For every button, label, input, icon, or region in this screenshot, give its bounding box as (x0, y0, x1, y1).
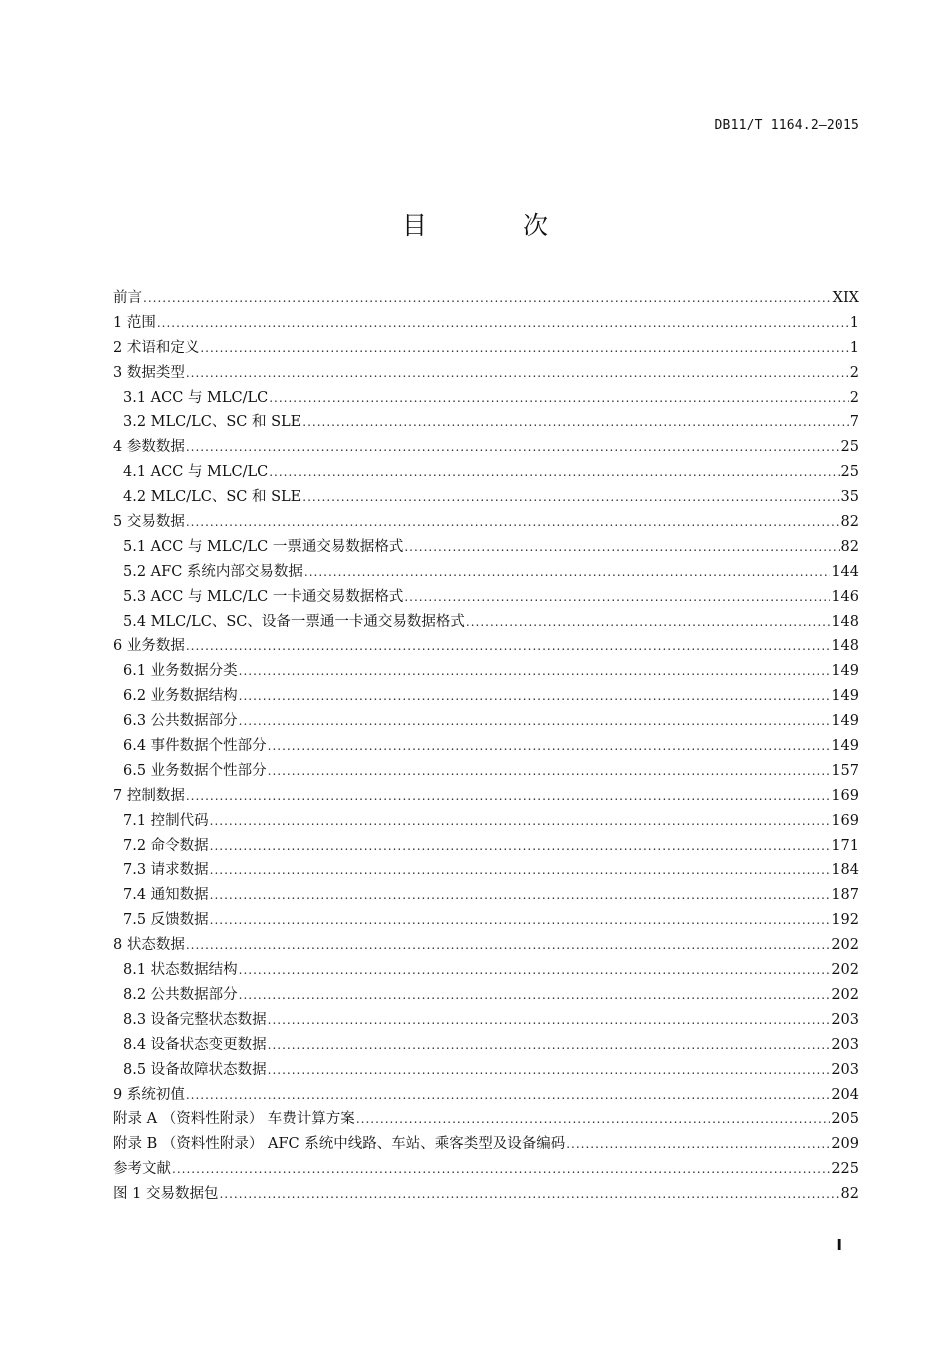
toc-entry[interactable] (113, 1134, 859, 1159)
standard-code: DB11/T 1164.2—2015 (714, 118, 859, 133)
toc-dot-leader (268, 761, 831, 781)
toc-entry-page: 25 (840, 464, 859, 481)
toc-entry-label: 8.2 公共数据部分 (123, 986, 238, 1003)
toc-entry[interactable] (113, 363, 859, 388)
toc-dot-leader (186, 786, 830, 806)
toc-entry-page: 149 (831, 713, 859, 730)
toc-entry[interactable] (113, 1085, 859, 1110)
toc-entry-page: 82 (840, 1186, 859, 1203)
toc-entry-page: 2 (849, 364, 859, 381)
toc-entry-label: 6.5 业务数据个性部分 (123, 762, 267, 779)
toc-entry-page: 209 (831, 1136, 859, 1153)
toc-entry-page: 204 (831, 1086, 859, 1103)
toc-entry[interactable] (113, 935, 859, 960)
toc-entry[interactable] (113, 711, 859, 736)
toc-dot-leader (269, 462, 839, 482)
toc-entry-page: 144 (831, 563, 859, 580)
toc-dot-leader (186, 363, 849, 383)
toc-entry[interactable] (113, 462, 859, 487)
toc-entry-page: 7 (849, 414, 859, 431)
toc-entry-label: 3.2 MLC/LC、SC 和 SLE (123, 414, 302, 431)
toc-entry-label: 参考文献 (113, 1161, 171, 1178)
toc-entry-label: 附录 A （资料性附录） 车费计算方案 (113, 1111, 355, 1128)
toc-entry[interactable] (113, 786, 859, 811)
toc-dot-leader (239, 960, 831, 980)
toc-entry[interactable] (113, 487, 859, 512)
toc-dot-leader (269, 388, 849, 408)
toc-entry-label: 8 状态数据 (113, 937, 185, 954)
toc-dot-leader (186, 636, 830, 656)
toc-entry-page: 148 (831, 613, 859, 630)
toc-dot-leader (302, 487, 839, 507)
toc-entry-page: 203 (831, 1061, 859, 1078)
toc-dot-leader (302, 412, 849, 432)
toc-entry[interactable] (113, 1060, 859, 1085)
toc-entry[interactable] (113, 636, 859, 661)
toc-entry[interactable] (113, 288, 859, 313)
toc-dot-leader (186, 935, 830, 955)
toc-dot-leader (210, 910, 831, 930)
toc-entry-label: 8.1 状态数据结构 (123, 962, 238, 979)
toc-entry[interactable] (113, 562, 859, 587)
toc-entry-label: 5.1 ACC 与 MLC/LC 一票通交易数据格式 (123, 538, 404, 555)
toc-entry-label: 7.1 控制代码 (123, 812, 209, 829)
toc-entry-label: 7.4 通知数据 (123, 887, 209, 904)
toc-dot-leader (268, 1010, 831, 1030)
toc-entry-page: 149 (831, 688, 859, 705)
toc-entry-label: 8.3 设备完整状态数据 (123, 1011, 267, 1028)
toc-entry-page: 149 (831, 738, 859, 755)
toc-entry-label: 6.1 业务数据分类 (123, 663, 238, 680)
toc-entry-label: 6 业务数据 (113, 638, 185, 655)
toc-entry[interactable] (113, 1109, 859, 1134)
toc-entry[interactable] (113, 960, 859, 985)
toc-entry-page: 202 (831, 986, 859, 1003)
toc-entry-page: 184 (831, 862, 859, 879)
toc-entry-page: 1 (849, 314, 859, 331)
toc-entry-label: 8.4 设备状态变更数据 (123, 1036, 267, 1053)
toc-dot-leader (356, 1109, 831, 1129)
toc-entry-page: 1 (849, 339, 859, 356)
toc-entry-page: 169 (831, 812, 859, 829)
toc-entry-page: 203 (831, 1036, 859, 1053)
toc-entry-label: 7 控制数据 (113, 787, 185, 804)
toc-entry-page: 202 (831, 937, 859, 954)
toc-entry[interactable] (113, 612, 859, 637)
toc-entry[interactable] (113, 313, 859, 338)
toc-dot-leader (219, 1184, 839, 1204)
toc-dot-leader (268, 736, 831, 756)
toc-dot-leader (239, 985, 831, 1005)
toc-entry[interactable] (113, 985, 859, 1010)
toc-entry-page: 203 (831, 1011, 859, 1028)
toc-entry-page: 202 (831, 962, 859, 979)
toc-entry[interactable] (113, 338, 859, 363)
toc-entry[interactable] (113, 860, 859, 885)
toc-entry[interactable] (113, 761, 859, 786)
toc-dot-leader (239, 711, 831, 731)
toc-dot-leader (268, 1035, 831, 1055)
toc-dot-leader (268, 1060, 831, 1080)
toc-entry-page: 157 (831, 762, 859, 779)
toc-dot-leader (186, 512, 840, 532)
toc-entry-label: 5 交易数据 (113, 514, 185, 531)
toc-dot-leader (239, 686, 831, 706)
toc-entry[interactable] (113, 836, 859, 861)
toc-entry-page: 225 (831, 1161, 859, 1178)
toc-dot-leader (186, 437, 840, 457)
toc-entry-page: 82 (840, 514, 859, 531)
toc-entry-label: 图 1 交易数据包 (113, 1186, 219, 1203)
toc-entry[interactable] (113, 1184, 859, 1209)
toc-entry-label: 3.1 ACC 与 MLC/LC (123, 389, 269, 406)
toc-entry-label: 4.1 ACC 与 MLC/LC (123, 464, 269, 481)
toc-entry-label: 前言 (113, 290, 142, 306)
toc-entry-page: XIX (832, 290, 859, 306)
toc-entry-label: 8.5 设备故障状态数据 (123, 1061, 267, 1078)
toc-entry-page: 205 (831, 1111, 859, 1128)
toc-entry[interactable] (113, 537, 859, 562)
toc-dot-leader (210, 811, 831, 831)
toc-dot-leader (143, 288, 832, 308)
toc-entry[interactable] (113, 1159, 859, 1184)
toc-entry-page: 2 (849, 389, 859, 406)
page-number: I (836, 1236, 842, 1254)
toc-entry-label: 3 数据类型 (113, 364, 185, 381)
toc-dot-leader (239, 661, 831, 681)
toc-dot-leader (210, 836, 831, 856)
toc-entry[interactable] (113, 587, 859, 612)
toc-entry-page: 148 (831, 638, 859, 655)
toc-dot-leader (210, 860, 831, 880)
toc-entry-label: 7.5 反馈数据 (123, 912, 209, 929)
toc-entry[interactable] (113, 811, 859, 836)
toc-entry[interactable] (113, 686, 859, 711)
toc-dot-leader (404, 537, 839, 557)
toc-dot-leader (404, 587, 830, 607)
toc-entry-page: 149 (831, 663, 859, 680)
toc-entry-page: 82 (840, 538, 859, 555)
toc-dot-leader (466, 612, 830, 632)
toc-entry-label: 5.2 AFC 系统内部交易数据 (123, 563, 303, 580)
toc-entry[interactable] (113, 437, 859, 462)
toc-dot-leader (186, 1085, 830, 1105)
toc-entry[interactable] (113, 661, 859, 686)
toc-entry-label: 6.2 业务数据结构 (123, 688, 238, 705)
toc-entry-label: 7.2 命令数据 (123, 837, 209, 854)
toc-entry-page: 35 (840, 489, 859, 506)
toc-entry-page: 192 (831, 912, 859, 929)
toc-entry-label: 7.3 请求数据 (123, 862, 209, 879)
toc-entry-label: 1 范围 (113, 314, 156, 331)
toc-entry-label: 5.4 MLC/LC、SC、设备一票通一卡通交易数据格式 (123, 613, 465, 630)
toc-entry-page: 187 (831, 887, 859, 904)
toc-entry[interactable] (113, 412, 859, 437)
toc-dot-leader (210, 885, 831, 905)
toc-entry[interactable] (113, 885, 859, 910)
page-title: 目 次 (402, 211, 592, 240)
toc-dot-leader (157, 313, 849, 333)
toc-entry-label: 6.3 公共数据部分 (123, 713, 238, 730)
toc-entry-label: 4 参数数据 (113, 439, 185, 456)
toc-entry[interactable] (113, 388, 859, 413)
toc-entry-page: 25 (840, 439, 859, 456)
table-of-contents (113, 288, 859, 1209)
toc-entry-label: 9 系统初值 (113, 1086, 185, 1103)
toc-entry-label: 4.2 MLC/LC、SC 和 SLE (123, 489, 302, 506)
toc-entry-label: 2 术语和定义 (113, 339, 200, 356)
toc-entry[interactable] (113, 910, 859, 935)
toc-entry-label: 6.4 事件数据个性部分 (123, 738, 267, 755)
toc-entry[interactable] (113, 1035, 859, 1060)
toc-entry[interactable] (113, 512, 859, 537)
toc-dot-leader (172, 1159, 830, 1179)
toc-dot-leader (200, 338, 848, 358)
toc-entry-label: 5.3 ACC 与 MLC/LC 一卡通交易数据格式 (123, 588, 404, 605)
toc-entry-page: 146 (831, 588, 859, 605)
toc-entry-page: 169 (831, 787, 859, 804)
toc-dot-leader (304, 562, 830, 582)
toc-entry-label: 附录 B （资料性附录） AFC 系统中线路、车站、乘客类型及设备编码 (113, 1136, 566, 1153)
toc-entry[interactable] (113, 736, 859, 761)
toc-entry[interactable] (113, 1010, 859, 1035)
toc-entry-page: 171 (831, 837, 859, 854)
toc-dot-leader (566, 1134, 830, 1154)
